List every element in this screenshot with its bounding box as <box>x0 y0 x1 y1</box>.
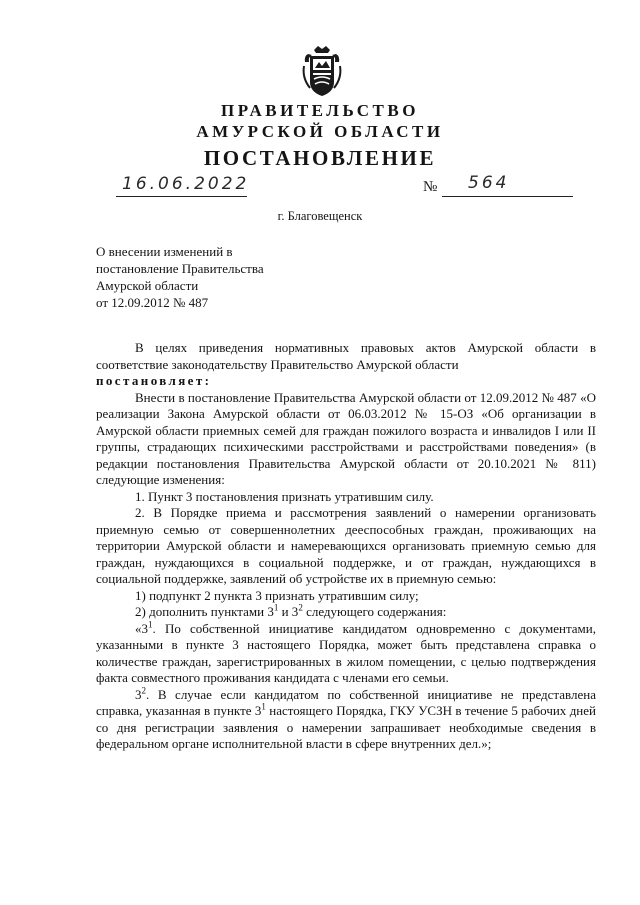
document-subject <box>96 243 264 311</box>
subject-line: от 12.09.2012 № 487 <box>96 295 209 310</box>
government-name-line1: ПРАВИТЕЛЬСТВО <box>221 101 419 120</box>
text-fragment: . По собственной инициативе кандидатом одновременно с документами, указанными в пункте 3 настоящего Порядка, может быть представлена справка о количестве граждан, зарегистрированных в жилом помещении, с целью подтверждения факта совместного проживания кандидата с членами его семьи. <box>96 620 596 685</box>
body-paragraph-intro: В целях приведения нормативных правовых актов Амурской области в соответствие законодательству Правительство Амурской области <box>96 340 596 372</box>
number-sign: № <box>423 179 438 195</box>
superscript: 1 <box>148 619 153 630</box>
text-fragment: следующего содержания: <box>302 604 447 619</box>
body-paragraph: Внести в постановление Правительства Амурской области от 12.09.2012 № 487 «О реализации Закона Амурской области от 06.03.2012 № 15-ОЗ «Об организации в Амурской области приемных семей для граждан пожилого возраста и инвалидов I или II группы, страдающих психическими расстройствами и расстройствами поведения» (в редакции постановления Правительства Амурской области от 20.10.2021 № 811) следующие изменения: <box>96 389 596 487</box>
text-fragment: 3 <box>135 686 142 702</box>
document-type-title: ПОСТАНОВЛЕНИЕ <box>203 146 437 170</box>
decree-word: постановляет: <box>96 373 212 388</box>
superscript: 2 <box>298 602 303 613</box>
subject-line: постановление Правительства <box>96 261 264 276</box>
text-fragment: «3 <box>135 620 148 636</box>
superscript: 1 <box>273 602 279 613</box>
text-fragment: и 3 <box>278 604 299 619</box>
government-name-line2: АМУРСКОЙ ОБЛАСТИ <box>196 122 444 141</box>
superscript: 1 <box>261 701 266 712</box>
body-paragraph: 1. Пункт 3 постановления признать утратившим силу. <box>135 488 434 504</box>
document-number: 564 <box>468 173 510 193</box>
city-label: г. Благовещенск <box>277 209 363 223</box>
body-paragraph: 2. В Порядке приема и рассмотрения заявлений о намерении организовать приемную семью от совершеннолетних дееспособных граждан, проживающих на территории Амурской области и намеревающихся организовать приемную семью для граждан, нуждающихся в социальной поддержке, и от граждан, нуждающихся в социальной поддержке, заявлений об устройстве их в приемную семью: <box>96 505 596 586</box>
coat-of-arms-icon <box>300 44 344 98</box>
body-paragraph <box>96 604 596 621</box>
superscript: 2 <box>141 685 146 696</box>
body-paragraph <box>96 687 596 753</box>
subject-line: О внесении изменений в <box>96 244 233 259</box>
document-date: 16.06.2022 <box>122 174 250 194</box>
subject-line: Амурской области <box>96 278 199 293</box>
body-paragraph <box>96 621 596 687</box>
text-fragment: . В случае если кандидатом по собственной инициативе не представлена справка, указанная в пункте 3 <box>96 686 596 718</box>
document-body <box>96 340 596 753</box>
text-fragment: 2) дополнить пунктами 3 <box>135 604 274 619</box>
body-paragraph: 1) подпункт 2 пункта 3 признать утратившим силу; <box>135 587 419 603</box>
text-fragment: настоящего Порядка, ГКУ УСЗН в течение 5 рабочих дней со дня регистрации заявления о намерении запрашивает необходимые сведения в федеральном органе исполнительной власти в сфере внутренних дел.»; <box>96 703 596 751</box>
